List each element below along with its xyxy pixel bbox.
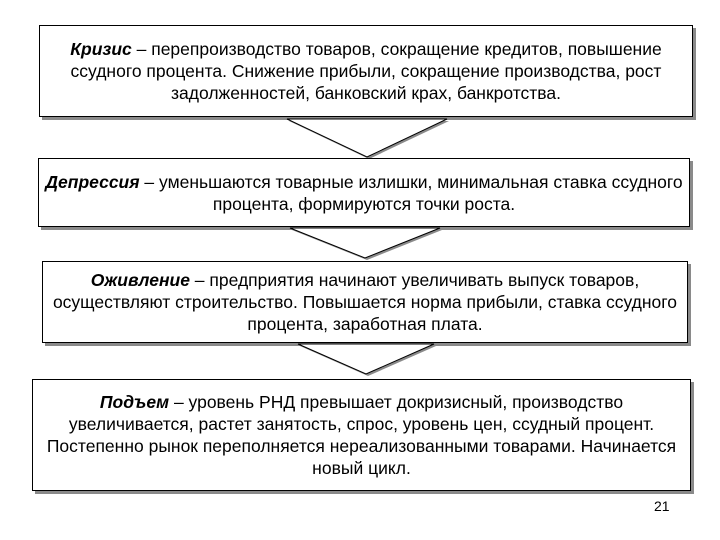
stage-text: [37, 391, 686, 479]
stage-box-depression: [38, 158, 690, 227]
stage-box-crisis: [39, 25, 693, 117]
stage-description: – уменьшаются товарные излишки, минимальная ставка ссудного процента, формируются точки роста.: [139, 171, 683, 214]
stage-text: [44, 38, 688, 104]
stage-text: [47, 269, 683, 335]
down-arrow-icon: [290, 228, 440, 260]
down-arrow-icon: [298, 344, 434, 376]
stage-text: [43, 171, 685, 215]
page-number: 21: [654, 498, 670, 514]
stage-term: Депрессия: [45, 171, 140, 192]
stage-description: – предприятия начинают увеличивать выпуск товаров, осуществляют строительство. Повышается норма прибыли, ставка ссудного процента, заработная плата.: [52, 270, 678, 334]
stage-description: – перепроизводство товаров, сокращение кредитов, повышение ссудного процента. Снижение прибыли, сокращение производства, рост задолженностей, банковский крах, банкротства.: [70, 39, 662, 103]
stage-box-recovery: [42, 261, 688, 343]
stage-term: Подъем: [99, 392, 170, 412]
stage-term: Кризис: [70, 39, 132, 59]
stage-term: Оживление: [90, 270, 190, 290]
stage-description: – уровень РНД превышает докризисный, производство увеличивается, растет занятость, спрос, уровень цен, ссудный процент. Постепенно рынок переполняется нереализованными товарами. Начинается новый цикл.: [46, 392, 677, 478]
down-arrow-icon: [287, 119, 447, 159]
stage-box-boom: [32, 379, 691, 491]
